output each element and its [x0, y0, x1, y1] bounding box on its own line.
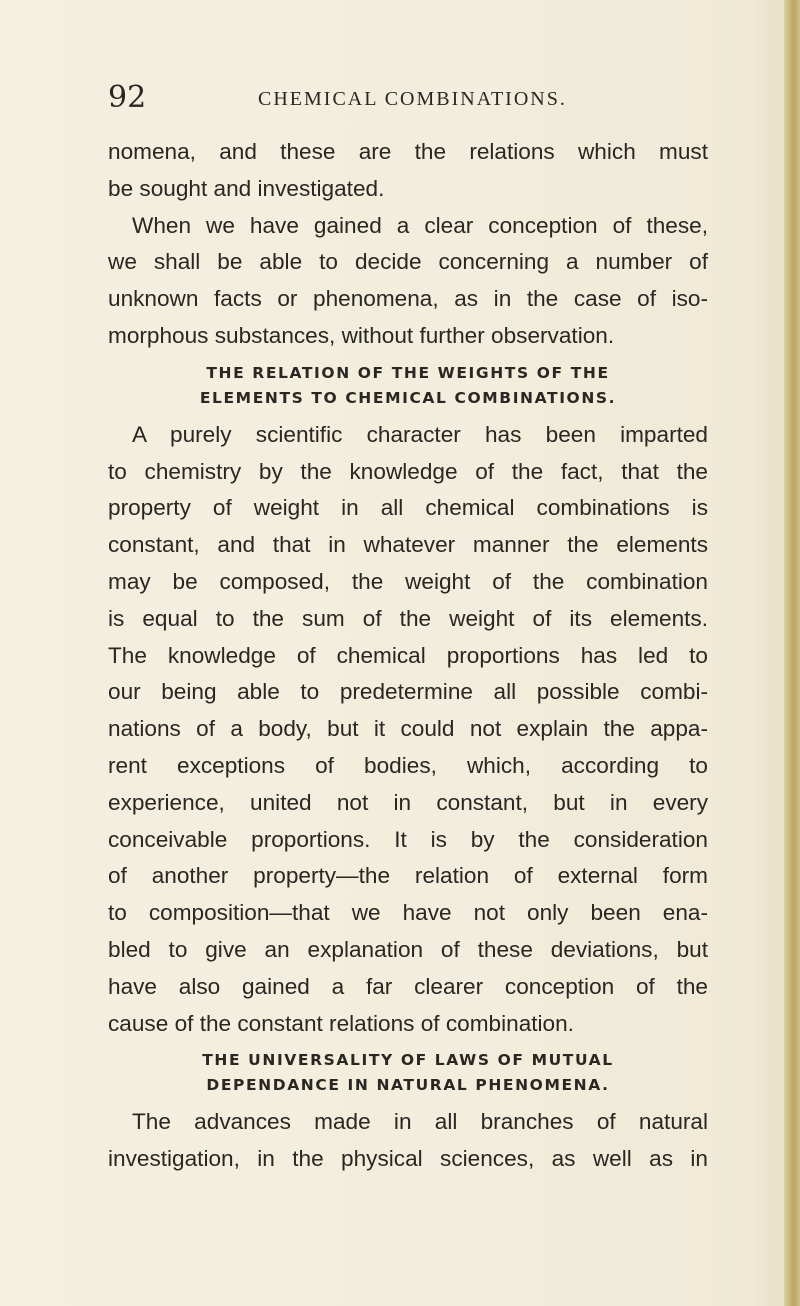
text-line: nomena, and these are the relations which must — [108, 139, 708, 164]
text-line: our being able to predetermine all possible combi- — [108, 679, 708, 705]
page-header — [108, 80, 608, 120]
section-heading — [108, 1042, 708, 1104]
text-line: may be composed, the weight of the combination — [108, 568, 708, 594]
paragraph — [108, 134, 708, 208]
text-line: rent exceptions of bodies, which, according to — [108, 752, 708, 778]
text-line: is equal to the sum of the weight of its elements. — [108, 605, 708, 631]
body-text — [108, 134, 708, 1178]
section-heading — [108, 355, 708, 417]
text-line: to chemistry by the knowledge of the fact, that the — [108, 458, 708, 484]
text-line: cause of the constant relations of combination. — [108, 1010, 574, 1036]
text-line: be sought and investigated. — [108, 175, 385, 201]
text-line: nations of a body, but it could not explain the appa- — [108, 716, 708, 742]
text-line: investigation, in the physical sciences, as well as in — [108, 1146, 708, 1172]
text-line: to composition—that we have not only been ena- — [108, 900, 708, 926]
text-line: unknown facts or phenomena, as in the case of iso- — [108, 286, 708, 312]
section-heading-line: THE UNIVERSALITY OF LAWS OF MUTUAL — [202, 1051, 614, 1070]
page-number: 92 — [108, 80, 147, 115]
text-line: When we have gained a clear conception of these, — [132, 212, 708, 238]
text-line: The knowledge of chemical proportions has led to — [108, 642, 708, 668]
text-line: property of weight in all chemical combinations is — [108, 495, 708, 521]
section-heading-line: ELEMENTS TO CHEMICAL COMBINATIONS. — [199, 388, 617, 407]
text-line: experience, united not in constant, but in every — [108, 789, 708, 815]
text-line: conceivable proportions. It is by the consideration — [108, 826, 708, 852]
section-heading-line: DEPENDANCE IN NATURAL PHENOMENA. — [206, 1076, 610, 1095]
text-line: The advances made in all branches of natural — [132, 1109, 708, 1135]
paragraph — [108, 1104, 708, 1178]
text-line: morphous substances, without further observation. — [108, 322, 615, 348]
text-line: we shall be able to decide concerning a number of — [108, 249, 708, 275]
text-line: A purely scientific character has been imparted — [132, 421, 708, 447]
text-line: have also gained a far clearer conception of the — [108, 973, 708, 999]
text-line: constant, and that in whatever manner the elements — [108, 532, 708, 558]
section-heading-line: THE RELATION OF THE WEIGHTS OF THE — [206, 363, 610, 382]
running-head: CHEMICAL COMBINATIONS. — [258, 88, 567, 110]
page-edge — [784, 0, 800, 1306]
paragraph — [108, 208, 708, 355]
paragraph — [108, 417, 708, 1043]
text-line: bled to give an explanation of these deviations, but — [108, 936, 708, 962]
text-line: of another property—the relation of external form — [108, 863, 708, 889]
